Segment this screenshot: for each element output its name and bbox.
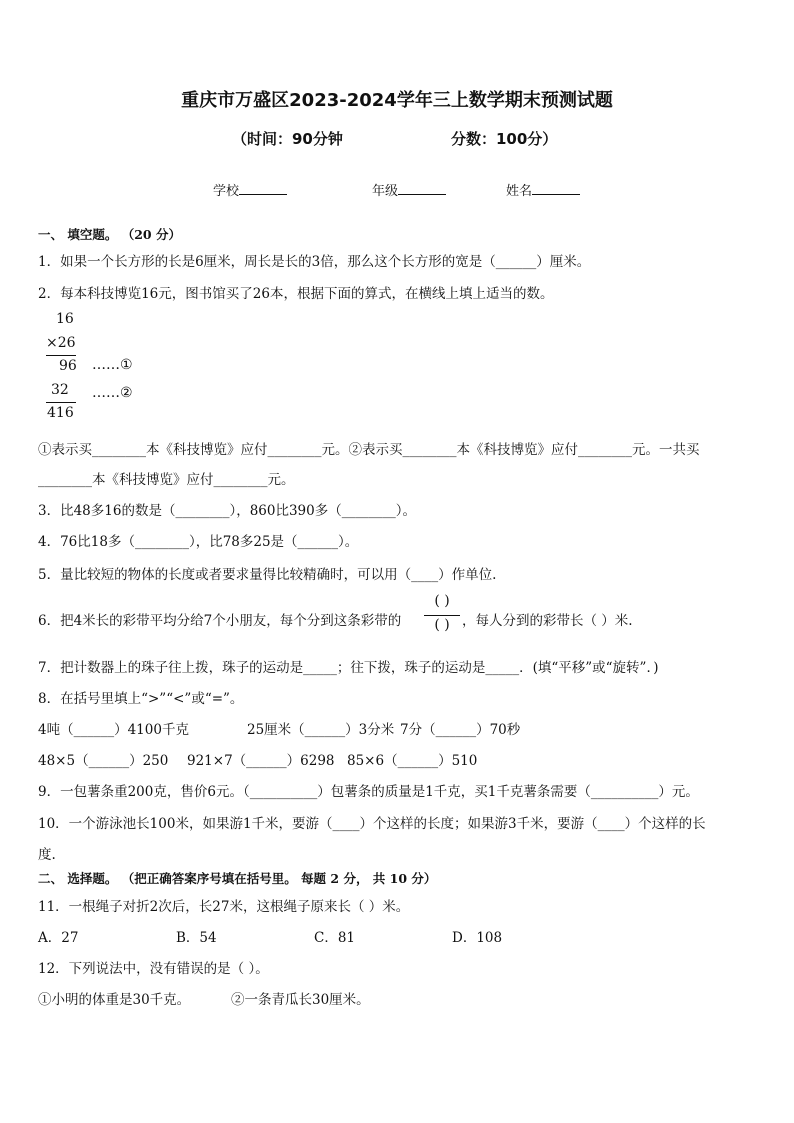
question-1: 1．如果一个长方形的长是6厘米，周长是长的3倍，那么这个长方形的宽是（______）厘米。 — [38, 254, 591, 270]
compare-item: 4吨（______）4100千克 — [38, 722, 189, 738]
question-8: 8．在括号里填上“>”“<”或“=”。 — [38, 691, 244, 707]
calc-line-1 — [46, 355, 76, 356]
compare-item: 921×7（______）6298 — [187, 753, 335, 769]
calc-partial-1: 96 — [59, 358, 77, 374]
option-c[interactable]: C．81 — [314, 930, 356, 946]
compare-item: 7分（______）70秒 — [400, 722, 521, 738]
question-10-part-a: 10．一个游泳池长100米，如果游1千米，要游（____）个这样的长度；如果游3千米，要游（____）个这样的长 — [38, 816, 706, 832]
exam-title: 重庆市万盛区2023-2024学年三上数学期末预测试题 — [181, 90, 613, 111]
fraction-denominator[interactable]: ( ) — [434, 617, 450, 633]
name-label: 姓名 — [506, 184, 533, 199]
question-6-part-b: ，每人分到的彩带长（ ）米. — [462, 613, 633, 629]
calc-mark-1: ……① — [92, 357, 133, 373]
calc-mark-2: ……② — [92, 385, 133, 401]
exam-score: 分数：100分） — [451, 130, 558, 148]
section-choice: 二、 选择题。 （把正确答案序号填在括号里。 每题 2 分， 共 10 分） — [38, 871, 437, 886]
option-d[interactable]: D．108 — [452, 930, 503, 946]
question-3: 3．比48多16的数是（________），860比390多（________）。 — [38, 503, 416, 519]
question-2-line-2: ________本《科技博览》应付________元。 — [38, 472, 295, 488]
option-2[interactable]: ②一条青瓜长30厘米。 — [231, 992, 370, 1008]
option-a[interactable]: A．27 — [38, 930, 79, 946]
option-1[interactable]: ①小明的体重是30千克。 — [38, 992, 191, 1008]
grade-blank[interactable] — [398, 180, 446, 195]
fraction-bar — [424, 615, 460, 616]
calc-sum: 416 — [47, 405, 74, 421]
calc-multiplier: ×26 — [46, 335, 76, 351]
grade-label: 年级 — [372, 184, 399, 199]
question-11: 11．一根绳子对折2次后，长27米，这根绳子原来长（ ）米。 — [38, 899, 410, 915]
compare-item: 48×5（______）250 — [38, 753, 169, 769]
calc-partial-2: 32 — [51, 382, 69, 398]
compare-item: 25厘米（______）3分米 — [247, 722, 395, 738]
question-12: 12．下列说法中，没有错误的是（ ）。 — [38, 961, 269, 977]
question-6-part-a: 6．把4米长的彩带平均分给7个小朋友，每个分到这条彩带的 — [38, 613, 402, 629]
compare-item: 85×6（______）510 — [347, 753, 478, 769]
question-9: 9．一包薯条重200克，售价6元。（__________）包薯条的质量是1千克，买1千克薯条需要（__________）元。 — [38, 784, 699, 800]
question-2-line-1: ①表示买________本《科技博览》应付________元。②表示买________本《科技博览》应付________元。一共买 — [38, 442, 700, 458]
section-fill-blank: 一、 填空题。 （20 分） — [38, 227, 181, 242]
calc-multiplicand: 16 — [56, 311, 74, 327]
question-2: 2．每本科技博览16元，图书馆买了26本，根据下面的算式，在横线上填上适当的数。 — [38, 286, 554, 302]
exam-time: （时间：90分钟 — [232, 130, 343, 148]
question-7: 7．把计数器上的珠子往上拨，珠子的运动是_____；往下拨，珠子的运动是_____．(填“平移”或“旋转”．) — [38, 660, 659, 676]
grade-field[interactable] — [372, 180, 446, 199]
fraction-numerator[interactable]: ( ) — [434, 593, 450, 609]
option-b[interactable]: B．54 — [176, 930, 217, 946]
question-5: 5．量比较短的物体的长度或者要求量得比较精确时，可以用（____）作单位. — [38, 567, 497, 583]
name-field[interactable] — [506, 180, 580, 199]
question-4: 4．76比18多（________），比78多25是（______）。 — [38, 534, 359, 550]
school-field[interactable] — [213, 180, 287, 199]
calc-line-2 — [46, 402, 76, 403]
school-label: 学校 — [213, 184, 240, 199]
question-10-part-b: 度. — [38, 847, 56, 863]
name-blank[interactable] — [532, 180, 580, 195]
school-blank[interactable] — [239, 180, 287, 195]
